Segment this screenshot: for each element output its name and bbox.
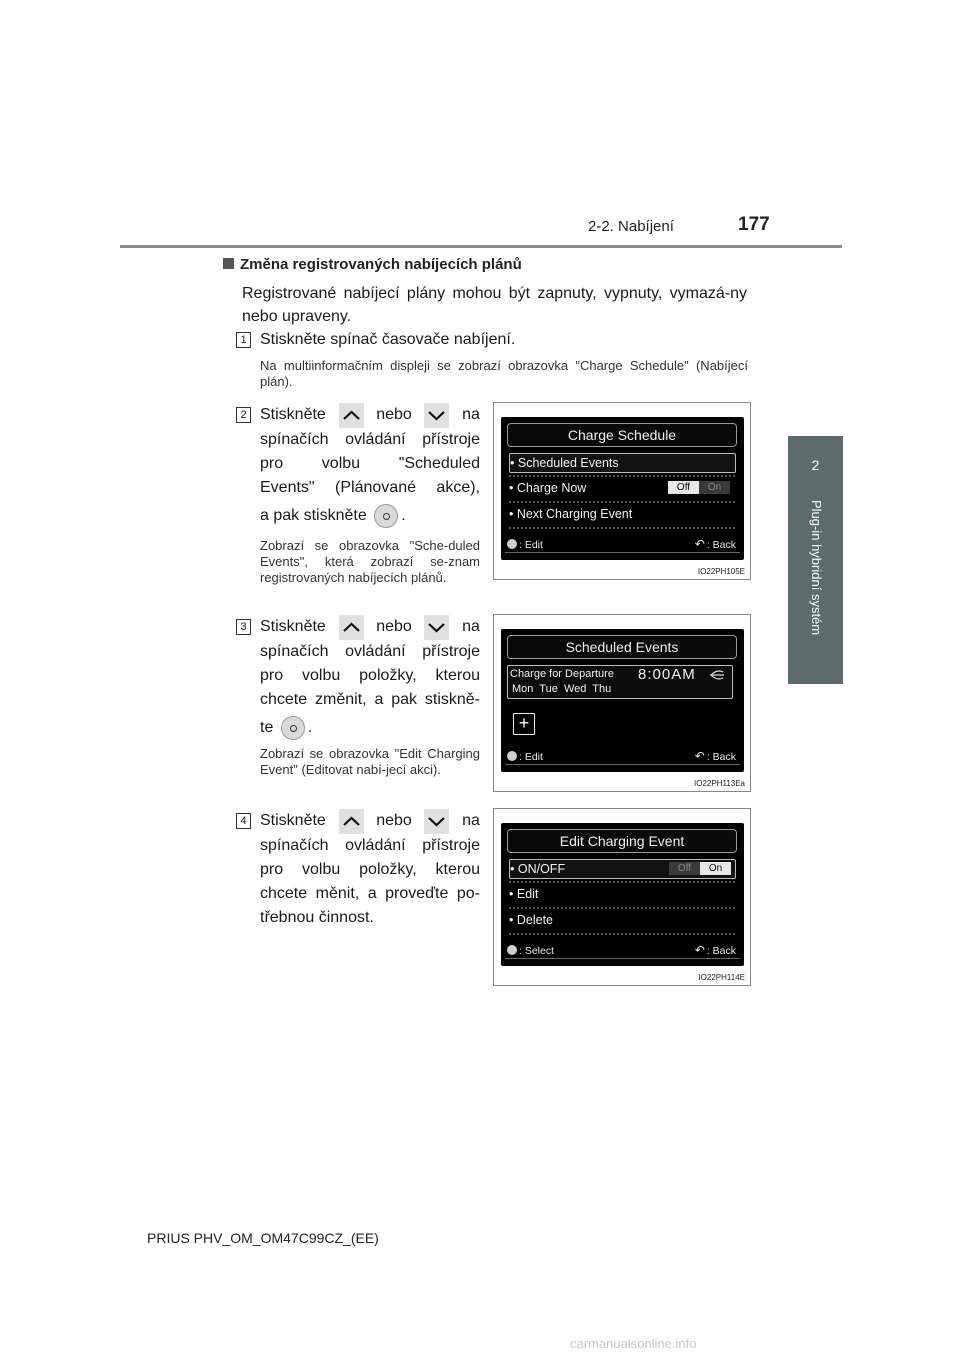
square-bullet-icon: [223, 258, 234, 269]
step-number-3: 3: [236, 619, 251, 635]
step-number-1: 1: [236, 332, 251, 348]
dotted-divider: [509, 527, 735, 529]
step-4-line-3: pro volbu položky, kterou: [260, 861, 480, 878]
dial-icon: [507, 945, 517, 955]
step-2-note: Zobrazí se obrazovka "Sche-duled Events", která zobrazí se-znam registrovaných nabíjecích plánů.: [260, 538, 480, 585]
step-2-word-or: nebo: [376, 406, 412, 423]
step-2-word-on: na: [462, 406, 480, 423]
figure-code: IO22PH114E: [698, 973, 745, 982]
footer-back-label: : Back: [706, 945, 736, 957]
step-3-word-press: Stiskněte: [260, 618, 326, 635]
footer-line: [505, 958, 740, 959]
chevron-up-icon: [339, 403, 364, 428]
header-rule: [120, 245, 842, 248]
header-section: 2-2. Nabíjení: [588, 218, 674, 235]
menu-item-label: Scheduled Events: [517, 456, 619, 470]
event-name: Charge for Departure: [510, 668, 614, 680]
step-4-word-on: na: [462, 812, 480, 829]
screen-footer: [505, 945, 740, 961]
footer-back: [695, 537, 736, 551]
screen-title: Scheduled Events: [507, 635, 737, 659]
watermark: carmanualsonline.info: [570, 1336, 697, 1351]
footer-edit: [507, 751, 543, 763]
footer-back: [695, 943, 736, 957]
step-4-word-or: nebo: [376, 812, 412, 829]
step-2-line-4: Events" (Plánované akce),: [260, 479, 480, 496]
step-3-note: Zobrazí se obrazovka "Edit Charging Event" (Editovat nabí-jecí akci).: [260, 746, 480, 777]
dotted-divider: [509, 933, 735, 935]
step-3-text: [260, 614, 480, 740]
section-intro: Registrované nabíjecí plány mohou být zapnuty, vypnuty, vymazá-ny nebo upraveny.: [242, 285, 747, 325]
step-3-line-5-text: te: [260, 719, 274, 737]
chevron-down-icon: [424, 809, 449, 834]
menu-item-delete: • Delete: [509, 913, 553, 927]
step-1-text: Stiskněte spínač časovače nabíjení.: [260, 331, 516, 348]
menu-item-label: Edit: [516, 887, 539, 901]
footer-edit-label: : Edit: [519, 751, 543, 763]
menu-item-label: Delete: [516, 913, 553, 927]
toggle-on-label: On: [700, 862, 731, 875]
fan-icon: [708, 668, 726, 682]
footer-back-label: : Back: [706, 751, 736, 763]
step-3-word-or: nebo: [376, 618, 412, 635]
enter-knob-icon: [374, 504, 398, 528]
back-arrow-icon: ↶: [694, 537, 705, 551]
footer-line: [505, 552, 740, 553]
menu-item-label: Next Charging Event: [516, 507, 633, 521]
step-3-line-4: chcete změnit, a pak stiskně-: [260, 691, 480, 708]
toggle-on-label: On: [699, 481, 730, 494]
menu-item-label: ON/OFF: [517, 862, 566, 876]
footer-back: [695, 749, 736, 763]
screen-figure-scheduled-events: [493, 614, 751, 792]
step-3-line-2: spínačích ovládání přístroje: [260, 643, 480, 660]
step-4-line-2: spínačích ovládání přístroje: [260, 837, 480, 854]
step-1-note: Na multiinformačním displeji se zobrazí obrazovka "Charge Schedule" (Nabíjecí plán).: [260, 358, 748, 389]
screen-figure-edit-charging-event: [493, 808, 751, 986]
event-time: 8:00AM: [638, 666, 696, 683]
document-code: PRIUS PHV_OM_OM47C99CZ_(EE): [147, 1230, 379, 1246]
back-arrow-icon: ↶: [694, 943, 705, 957]
page-number: 177: [738, 214, 770, 235]
step-3-line-5-end: .: [307, 719, 313, 737]
footer-edit-label: : Edit: [519, 539, 543, 551]
dotted-divider: [509, 475, 735, 477]
dotted-divider: [509, 501, 735, 503]
footer-back-label: : Back: [706, 539, 736, 551]
chevron-up-icon: [339, 809, 364, 834]
display-screen: [501, 629, 744, 772]
footer-select: [507, 945, 554, 957]
chevron-down-icon: [424, 615, 449, 640]
section-title: [223, 256, 522, 273]
menu-item-edit: • Edit: [509, 887, 539, 901]
footer-edit: [507, 539, 543, 551]
step-number-4: 4: [236, 813, 251, 829]
side-tab-number: 2: [788, 436, 843, 494]
chevron-up-icon: [339, 615, 364, 640]
toggle-off-label: Off: [668, 481, 699, 494]
step-4-word-press: Stiskněte: [260, 812, 326, 829]
dial-icon: [507, 539, 517, 549]
screen-footer: [505, 751, 740, 767]
screen-title: Charge Schedule: [507, 423, 737, 447]
step-2-word-press: Stiskněte: [260, 406, 326, 423]
menu-item-on-off: • ON/OFF Off On: [509, 859, 736, 879]
side-tab-label: [808, 498, 825, 678]
step-2-line-2: spínačích ovládání přístroje: [260, 431, 480, 448]
step-4-text: [260, 808, 480, 930]
step-4-line-4: chcete měnit, a proveďte po-: [260, 885, 480, 902]
step-2-line-5-text: a pak stiskněte: [260, 507, 367, 525]
step-2-text: [260, 402, 480, 528]
menu-item-next-charging-event: • Next Charging Event: [509, 507, 633, 521]
section-title-text: Změna registrovaných nabíjecích plánů: [240, 256, 522, 273]
dotted-divider: [509, 907, 735, 909]
add-icon: +: [513, 713, 535, 735]
footer-select-label: : Select: [519, 945, 555, 957]
step-2-line-3: pro volbu "Scheduled: [260, 455, 480, 472]
dotted-divider: [509, 881, 735, 883]
toggle-off-label: Off: [669, 862, 700, 875]
off-on-toggle: [669, 862, 731, 875]
step-3-line-3: pro volbu položky, kterou: [260, 667, 480, 684]
screen-footer: [505, 539, 740, 555]
display-screen: [501, 417, 744, 560]
menu-item-label: Charge Now: [516, 481, 587, 495]
step-3-line-5: [260, 716, 480, 740]
step-2-line-5: [260, 504, 480, 528]
screen-figure-charge-schedule: [493, 402, 751, 580]
scheduled-event-entry: [507, 665, 733, 699]
chevron-down-icon: [424, 403, 449, 428]
menu-item-charge-now: • Charge Now Off On: [509, 479, 734, 497]
step-4-line-5: třebnou činnost.: [260, 909, 374, 926]
footer-line: [505, 764, 740, 765]
menu-item-scheduled-events: • Scheduled Events: [509, 453, 736, 473]
display-screen: [501, 823, 744, 966]
event-days: Mon Tue Wed Thu: [512, 683, 612, 695]
back-arrow-icon: ↶: [694, 749, 705, 763]
dial-icon: [507, 751, 517, 761]
side-tab-label-text: Plug-in hybridní systém: [809, 500, 824, 636]
off-on-toggle: [668, 481, 730, 494]
screen-title: Edit Charging Event: [507, 829, 737, 853]
step-3-word-on: na: [462, 618, 480, 635]
step-2-line-5-end: .: [401, 507, 406, 525]
figure-code: IO22PH113Ea: [694, 779, 745, 788]
step-number-2: 2: [236, 407, 251, 423]
enter-knob-icon: [281, 716, 305, 740]
figure-code: IO22PH105E: [697, 567, 745, 576]
